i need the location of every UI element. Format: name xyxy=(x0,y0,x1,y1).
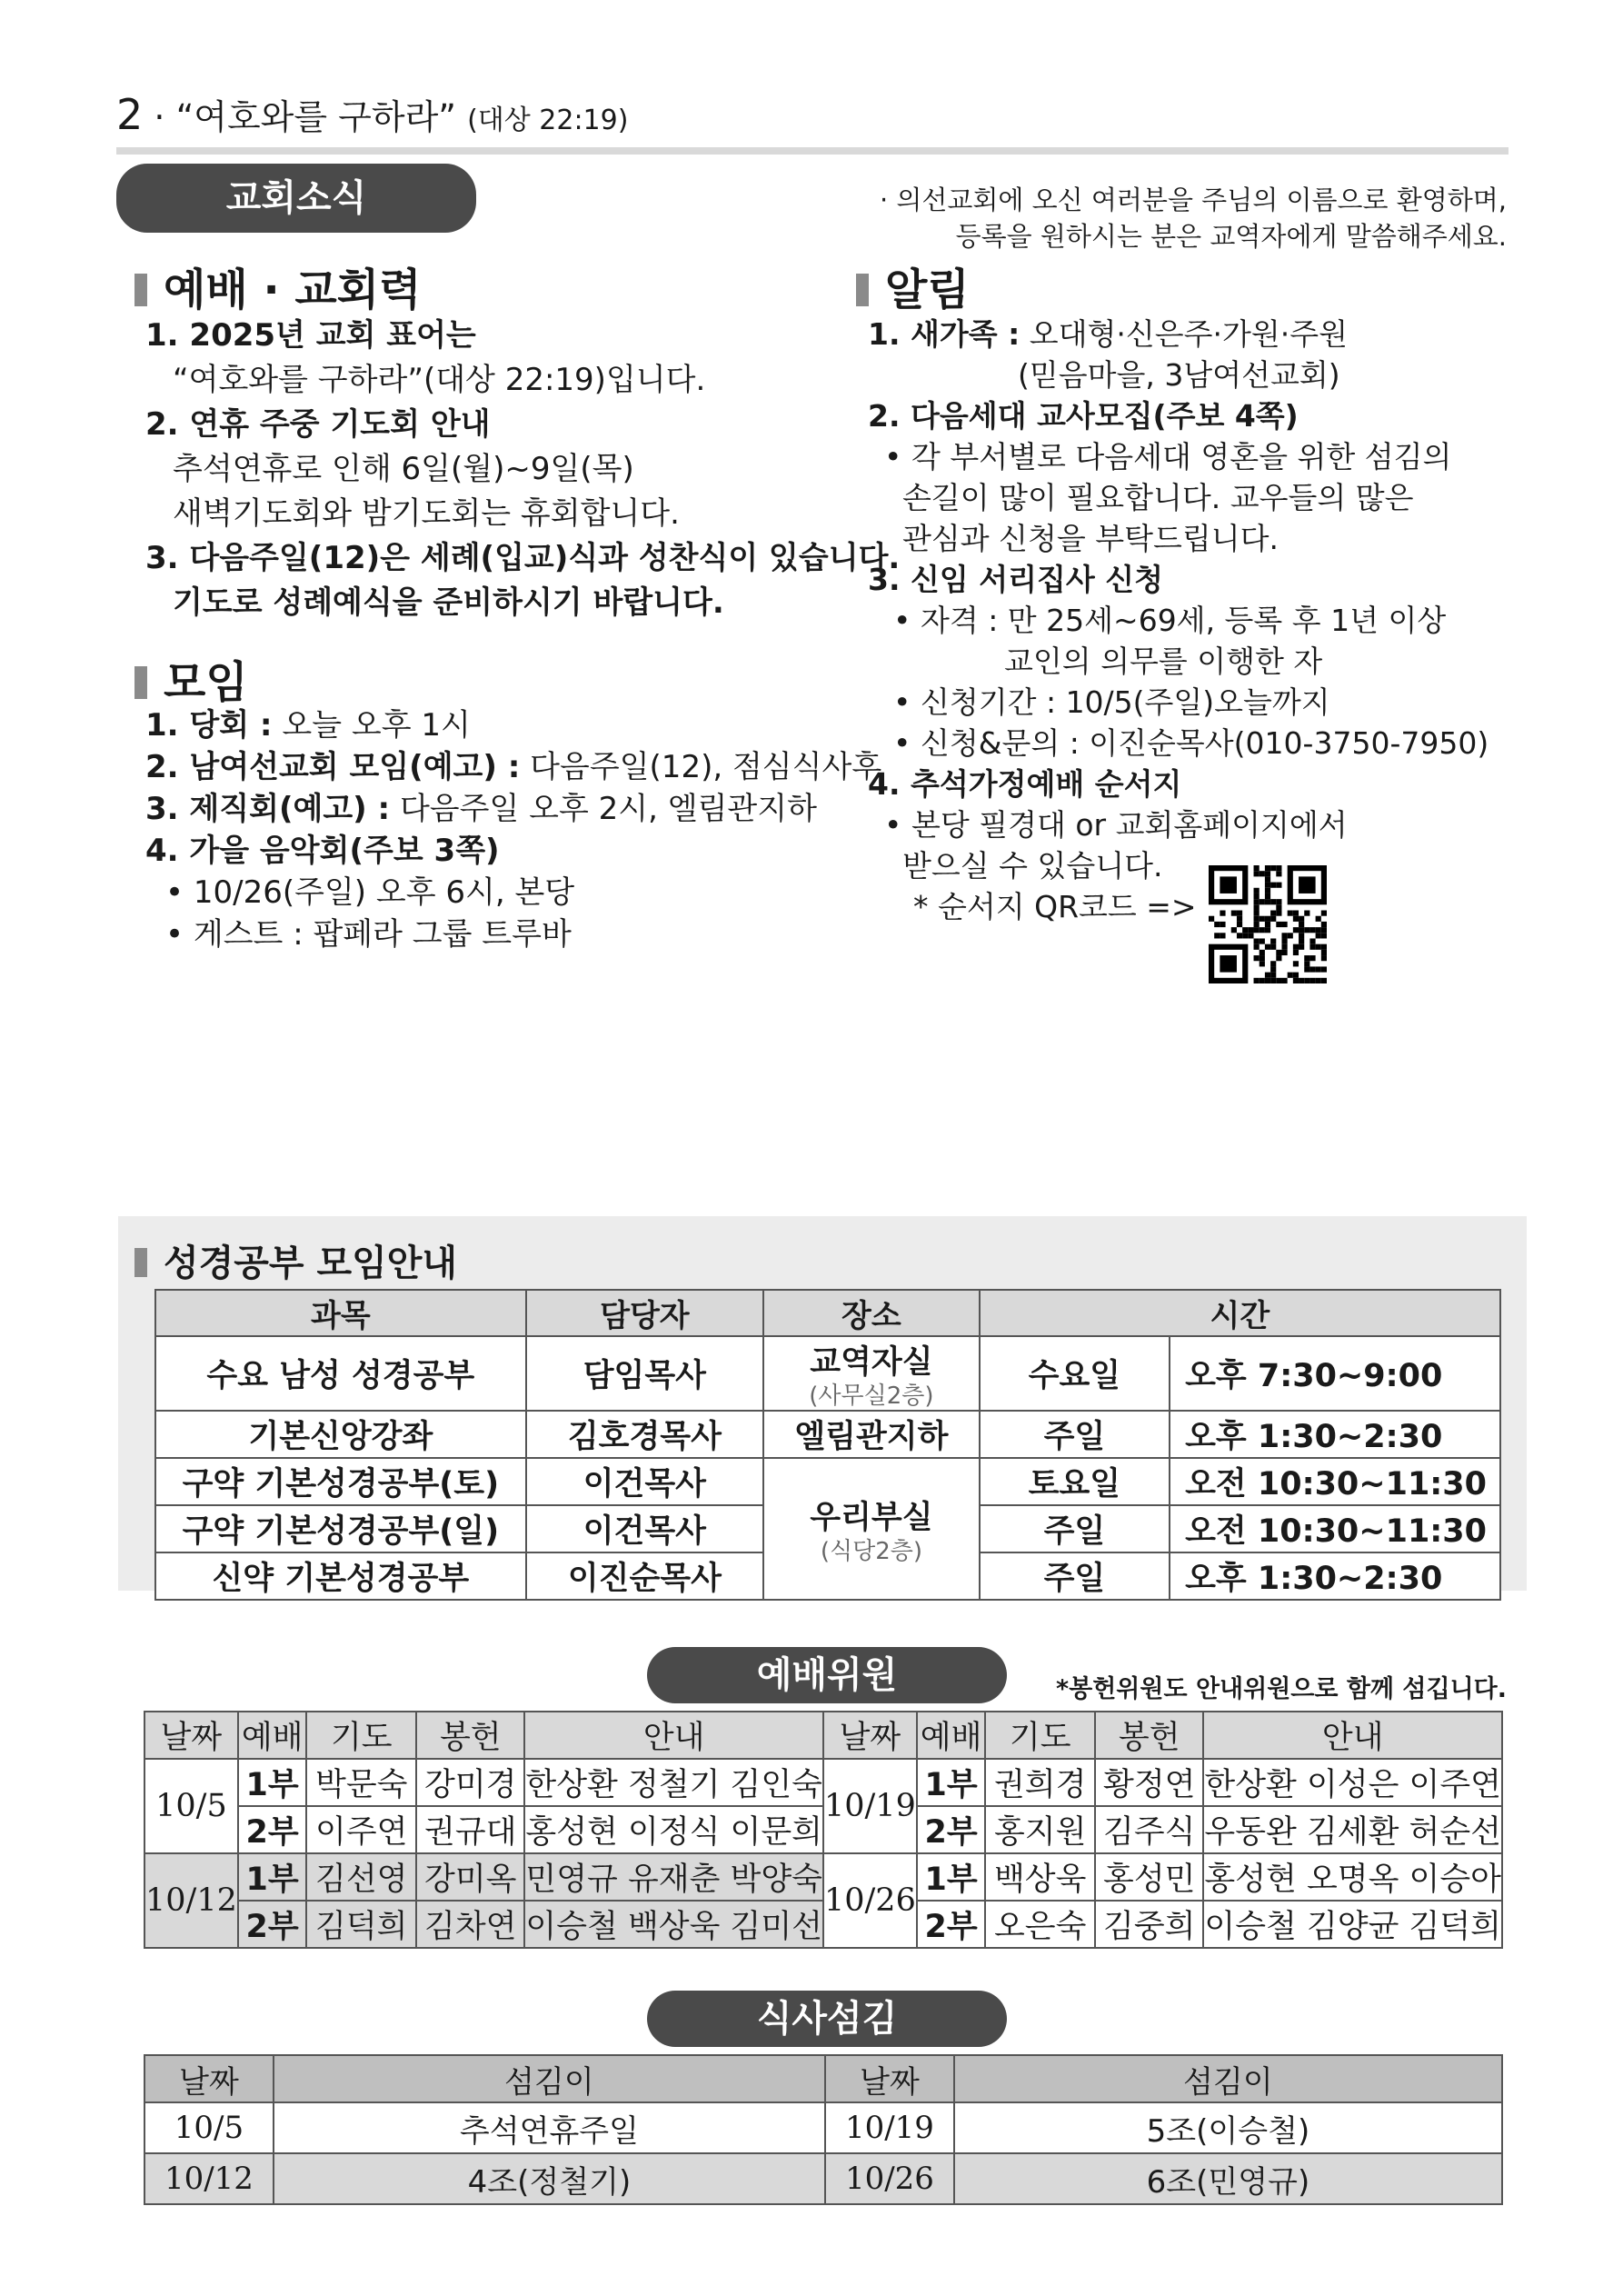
item-label: 3. 신임 서리집사 신청 xyxy=(868,562,1163,597)
item-text: • 본당 필경대 or 교회홈페이지에서 xyxy=(884,807,1348,843)
item-text: • 각 부서별로 다음세대 영혼을 위한 섬김의 xyxy=(884,439,1452,474)
table-row: 기본신앙강좌 김호경목사 엘림관지하 주일 오후 1:30~2:30 xyxy=(155,1411,1500,1458)
item-label: 1. 새가족 : xyxy=(868,316,1021,352)
motto: “여호와를 구하라” xyxy=(175,97,456,137)
col-time: 시간 xyxy=(980,1290,1500,1336)
item-text: 관심과 신청을 부탁드립니다. xyxy=(902,521,1279,556)
table-row: 신약 기본성경공부 이진순목사 주일 오후 1:30~2:30 xyxy=(155,1552,1500,1600)
table-row: 10/5 추석연휴주일 10/19 5조(이승철) xyxy=(144,2102,1502,2153)
list-item xyxy=(868,764,1489,804)
table-row: 10/12 4조(정철기) 10/26 6조(민영규) xyxy=(144,2153,1502,2204)
page-number: 2 xyxy=(116,90,144,139)
list-item xyxy=(868,518,1489,559)
list-item: 새벽기도회와 밤기도회는 휴회합니다. xyxy=(173,495,680,532)
list-item xyxy=(868,436,1489,477)
col-leader: 담당자 xyxy=(526,1290,763,1336)
page-header xyxy=(116,89,628,139)
list-item xyxy=(868,477,1489,518)
list-item xyxy=(868,600,1489,641)
list-item xyxy=(868,641,1489,682)
worship-committee-table: 날짜 예배 기도 봉헌 안내 날짜 예배 기도 봉헌 안내 10/5 1부 박문숙 강미경 한상환 정철기 김인숙 10/19 1부 권희경 황정연 한상환 이성은 이주연 2부 이주연 권규대 홍성현 이정식 이문희 2부 홍지원 김주식 우동완 김세환 허순선 10/12 1부 김선영 강미옥 민영규 유재춘 박양숙 10/26 1부 백상욱 홍성민 홍성현 오명옥 이승아 2부 김덕희 김차연 이승철 백상욱 김미선 2부 오은숙 김중희 이승철 김양균 김덕희 xyxy=(144,1711,1503,1949)
col-subject: 과목 xyxy=(155,1290,526,1336)
list-item: “여호와를 구하라”(대상 22:19)입니다. xyxy=(173,362,706,398)
header-separator: · xyxy=(154,97,165,137)
col-place: 장소 xyxy=(763,1290,980,1336)
item-text: 받으실 수 있습니다. xyxy=(902,848,1163,883)
list-item xyxy=(868,314,1489,354)
item-text: 오늘 오후 1시 xyxy=(272,707,471,744)
item-text: (믿음마을, 3남여선교회) xyxy=(1018,357,1340,393)
list-item xyxy=(868,354,1489,395)
list-item xyxy=(868,845,1489,886)
qr-code-icon xyxy=(1209,865,1327,983)
committee-note: *봉헌위원도 안내위원으로 함께 섬깁니다. xyxy=(1056,1675,1507,1703)
item-label: 3. 제직회(예고) : xyxy=(145,791,391,827)
item-label: 2. 남여선교회 모임(예고) : xyxy=(145,749,521,785)
list-item xyxy=(868,886,1489,927)
item-text: • 자격 : 만 25세~69세, 등록 후 1년 이상 xyxy=(893,603,1447,638)
list-item: 1. 2025년 교회 표어는 xyxy=(145,317,476,354)
list-item xyxy=(868,395,1489,436)
list-item xyxy=(145,872,881,913)
item-text: * 순서지 QR코드 => xyxy=(913,889,1197,924)
item-text: • 10/26(주일) 오후 6시, 본당 xyxy=(165,874,575,911)
table-row: 수요 남성 성경공부 담임목사 교역자실 (사무실2층) 수요일 오후 7:30~9:00 xyxy=(155,1336,1500,1411)
list-item xyxy=(145,746,881,788)
welcome-note xyxy=(880,182,1507,255)
list-item xyxy=(868,804,1489,845)
table-row: 구약 기본성경공부(일) 이건목사 주일 오전 10:30~11:30 xyxy=(155,1505,1500,1552)
table-row: 10/12 1부 김선영 강미옥 민영규 유재춘 박양숙 10/26 1부 백상욱 홍성민 홍성현 오명옥 이승아 xyxy=(144,1853,1502,1901)
table-row: 10/5 1부 박문숙 강미경 한상환 정철기 김인숙 10/19 1부 권희경 황정연 한상환 이성은 이주연 xyxy=(144,1759,1502,1806)
table-row: 구약 기본성경공부(토) 이건목사 우리부실 (식당2층) 토요일 오전 10:30~11:30 xyxy=(155,1458,1500,1505)
motto-ref: (대상 22:19) xyxy=(467,105,629,136)
meal-service-badge: 식사섬김 xyxy=(647,1991,1007,2047)
item-label: 1. 당회 : xyxy=(145,707,273,744)
list-item xyxy=(145,830,881,872)
notices-heading: 알림 xyxy=(856,255,970,317)
list-item xyxy=(868,682,1489,723)
item-text: 교인의 의무를 이행한 자 xyxy=(1004,644,1323,679)
notices-lines xyxy=(868,314,1489,927)
worship-committee-badge: 예배위원 xyxy=(647,1647,1007,1703)
list-item xyxy=(868,723,1489,764)
welcome-line: · 의선교회에 오신 여러분을 주님의 이름으로 환영하며, xyxy=(879,185,1507,215)
meetings-lines xyxy=(145,704,881,955)
bible-study-heading: 성경공부 모임안내 xyxy=(134,1234,457,1286)
meal-service-table: 날짜 섬김이 날짜 섬김이 10/5 추석연휴주일 10/19 5조(이승철) 10/12 4조(정철기) 10/26 6조(민영규) xyxy=(144,2054,1503,2205)
bible-study-table xyxy=(154,1289,1501,1601)
meetings-heading: 모임 xyxy=(134,647,248,710)
list-item: 2. 연휴 주중 기도회 안내 xyxy=(145,406,491,443)
item-text: 손길이 많이 필요합니다. 교우들의 많은 xyxy=(902,480,1414,515)
worship-heading: 예배 · 교회력 xyxy=(134,255,422,317)
list-item xyxy=(145,704,881,746)
list-item xyxy=(145,913,881,955)
welcome-line: 등록을 원하시는 분은 교역자에게 말씀해주세요. xyxy=(955,221,1507,252)
table-row: 2부 김덕희 김차연 이승철 백상욱 김미선 2부 오은숙 김중희 이승철 김양균 김덕희 xyxy=(144,1901,1502,1948)
list-item: 3. 다음주일(12)은 세례(입교)식과 성찬식이 있습니다. xyxy=(145,540,901,576)
item-text: 다음주일(12), 점심식사후 xyxy=(520,749,882,785)
item-text: • 신청기간 : 10/5(주일)오늘까지 xyxy=(893,684,1330,720)
item-label: 4. 가을 음악회(주보 3쪽) xyxy=(145,833,500,869)
list-item xyxy=(145,788,881,830)
item-text: • 게스트 : 팝페라 그룹 트루바 xyxy=(165,916,572,953)
table-row: 2부 이주연 권규대 홍성현 이정식 이문희 2부 홍지원 김주식 우동완 김세환 허순선 xyxy=(144,1806,1502,1853)
list-item xyxy=(868,559,1489,600)
item-label: 2. 다음세대 교사모집(주보 4쪽) xyxy=(868,398,1299,434)
church-news-badge: 교회소식 xyxy=(116,164,476,233)
item-label: 4. 추석가정예배 순서지 xyxy=(868,766,1182,802)
header-rule xyxy=(116,147,1508,155)
list-item: 추석연휴로 인해 6일(월)~9일(목) xyxy=(173,451,634,487)
item-text: • 신청&문의 : 이진순목사(010-3750-7950) xyxy=(893,725,1489,761)
item-text: 오대형·신은주·가원·주원 xyxy=(1020,316,1349,352)
list-item: 기도로 성례예식을 준비하시기 바랍니다. xyxy=(173,584,724,621)
worship-lines xyxy=(145,314,900,625)
item-text: 다음주일 오후 2시, 엘림관지하 xyxy=(390,791,817,827)
